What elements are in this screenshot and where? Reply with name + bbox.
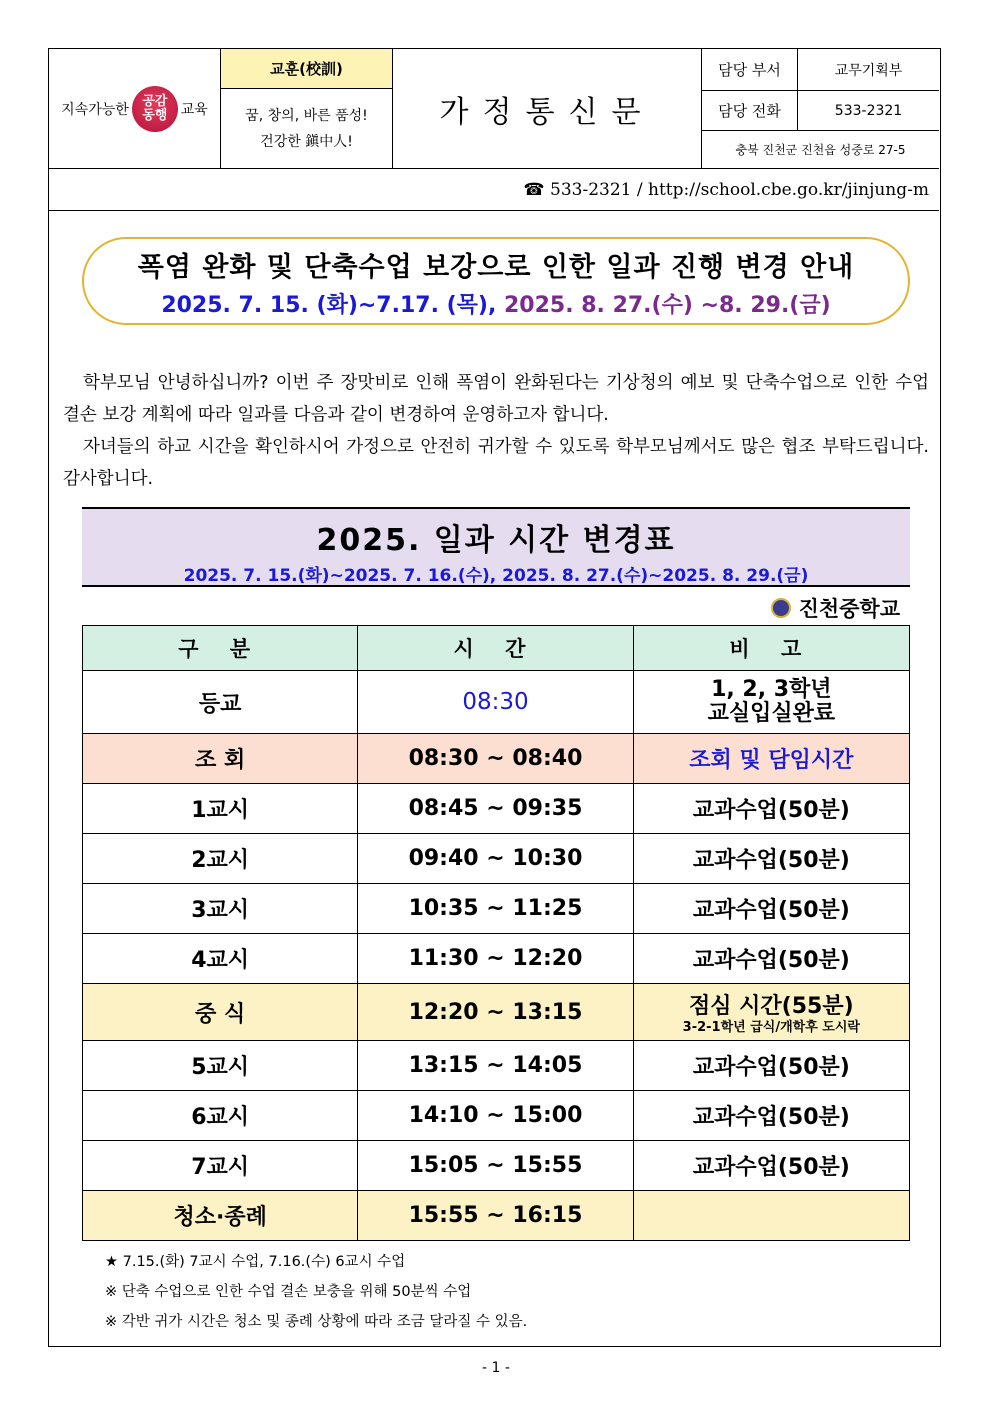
row-note: 조회 및 담임시간 <box>633 734 909 784</box>
contact-line: ☎ 533-2321 / http://school.cbe.go.kr/jinjung-m <box>49 169 939 211</box>
notice-dates <box>84 288 908 319</box>
schedule-table <box>82 625 910 1241</box>
motto-line-1: 꿈, 창의, 바른 품성! <box>245 107 368 124</box>
schedule-dates: 2025. 7. 15.(화)~2025. 7. 16.(수), 2025. 8. 27.(수)~2025. 8. 29.(금) <box>183 566 809 586</box>
row-time: 15:05 ~ 15:55 <box>358 1141 633 1191</box>
row-note: 교과수업(50분) <box>633 784 909 834</box>
row-note: 교과수업(50분) <box>633 834 909 884</box>
footnote: ※ 단축 수업으로 인한 수업 결손 보충을 위해 50분씩 수업 <box>105 1284 472 1300</box>
row-note-line-1: 1, 2, 3학년 <box>711 677 832 702</box>
document-title: 가정통신문 <box>393 49 702 169</box>
table-row <box>83 934 910 984</box>
logo-badge <box>132 86 178 132</box>
footnotes <box>105 1247 527 1337</box>
motto-line-2: 건강한 鎭中人! <box>260 133 353 150</box>
logo-right-text: 교육 <box>180 101 208 118</box>
row-label: 3교시 <box>83 884 358 934</box>
row-time: 14:10 ~ 15:00 <box>358 1091 633 1141</box>
notice-dates-july: 2025. 7. 15. (화)~7.17. (목), <box>161 293 497 318</box>
school-name-block <box>771 593 900 623</box>
logo-badge-top: 공감 <box>142 93 168 109</box>
education-logo <box>49 49 221 169</box>
table-row <box>83 984 910 1041</box>
row-label: 중 식 <box>83 984 358 1041</box>
table-row <box>83 1041 910 1091</box>
school-address: 충북 진천군 진천읍 성중로 27-5 <box>702 131 939 169</box>
school-emblem-icon <box>771 598 791 618</box>
row-note-line-2: 3-2-1학년 급식/개학후 도시락 <box>682 1019 860 1035</box>
header-category: 구 분 <box>83 626 358 671</box>
row-time: 15:55 ~ 16:15 <box>358 1191 633 1241</box>
table-row <box>83 784 910 834</box>
row-time: 10:35 ~ 11:25 <box>358 884 633 934</box>
header-time: 시 간 <box>358 626 633 671</box>
row-time: 12:20 ~ 13:15 <box>358 984 633 1041</box>
row-note: 교과수업(50분) <box>633 1091 909 1141</box>
row-note: 교과수업(50분) <box>633 934 909 984</box>
row-label: 2교시 <box>83 834 358 884</box>
footnote: ※ 각반 귀가 시간은 청소 및 종례 상황에 따라 조금 달라질 수 있음. <box>105 1314 528 1330</box>
phone-value: 533-2321 <box>798 91 939 131</box>
row-time: 09:40 ~ 10:30 <box>358 834 633 884</box>
dept-label: 담당 부서 <box>702 49 798 91</box>
row-note-line-2: 교실입실완료 <box>707 701 836 726</box>
intro-paragraph-2: 자녀들의 하교 시간을 확인하시어 가정으로 안전히 귀가할 수 있도록 학부모님께서도 많은 협조 부탁드립니다. 감사합니다. <box>63 437 929 489</box>
notice-banner <box>82 237 910 325</box>
table-row <box>83 834 910 884</box>
table-header-row <box>83 626 910 671</box>
table-row <box>83 884 910 934</box>
phone-label: 담당 전화 <box>702 91 798 131</box>
notice-title: 폭염 완화 및 단축수업 보강으로 인한 일과 진행 변경 안내 <box>137 252 855 283</box>
logo-left-text: 지속가능한 <box>61 101 129 118</box>
row-time: 13:15 ~ 14:05 <box>358 1041 633 1091</box>
table-row <box>83 734 910 784</box>
table-row <box>83 1191 910 1241</box>
document-frame <box>48 48 941 1347</box>
row-time: 08:30 <box>358 671 633 734</box>
row-note: 교과수업(50분) <box>633 1141 909 1191</box>
notice-dates-august: 2025. 8. 27.(수) ~8. 29.(금) <box>504 293 831 318</box>
row-note: 교과수업(50분) <box>633 884 909 934</box>
row-note <box>633 984 909 1041</box>
logo-badge-bottom: 동행 <box>142 107 168 123</box>
motto-label: 교훈(校訓) <box>221 49 393 89</box>
table-row <box>83 1141 910 1191</box>
header-remarks: 비 고 <box>633 626 909 671</box>
row-label: 7교시 <box>83 1141 358 1191</box>
row-note: 교과수업(50분) <box>633 1041 909 1091</box>
row-label: 6교시 <box>83 1091 358 1141</box>
table-row <box>83 1091 910 1141</box>
schedule-title: 2025. 일과 시간 변경표 <box>316 523 676 558</box>
row-label: 1교시 <box>83 784 358 834</box>
row-label: 4교시 <box>83 934 358 984</box>
row-time: 08:30 ~ 08:40 <box>358 734 633 784</box>
row-time: 11:30 ~ 12:20 <box>358 934 633 984</box>
row-note <box>633 1191 909 1241</box>
schedule-title-box <box>82 507 910 587</box>
row-note <box>633 671 909 734</box>
row-label: 청소·종례 <box>83 1191 358 1241</box>
motto-body <box>221 89 393 169</box>
row-label: 5교시 <box>83 1041 358 1091</box>
row-label: 조 회 <box>83 734 358 784</box>
row-label: 등교 <box>83 671 358 734</box>
footnote: ★ 7.15.(화) 7교시 수업, 7.16.(수) 6교시 수업 <box>105 1254 406 1270</box>
row-time: 08:45 ~ 09:35 <box>358 784 633 834</box>
intro-text <box>63 367 929 495</box>
school-name: 진천중학교 <box>798 597 900 621</box>
intro-paragraph-1: 학부모님 안녕하십니까? 이번 주 장맛비로 인해 폭염이 완화된다는 기상청의 예보 및 단축수업으로 인한 수업 결손 보강 계획에 따라 일과를 다음과 같이 변경하여 운영하고자 합니다. <box>63 373 929 425</box>
dept-value: 교무기획부 <box>798 49 939 91</box>
letterhead <box>49 49 939 169</box>
table-row <box>83 671 910 734</box>
page-number: - 1 - <box>482 1360 510 1376</box>
row-note-line-1: 점심 시간(55분) <box>689 993 854 1019</box>
